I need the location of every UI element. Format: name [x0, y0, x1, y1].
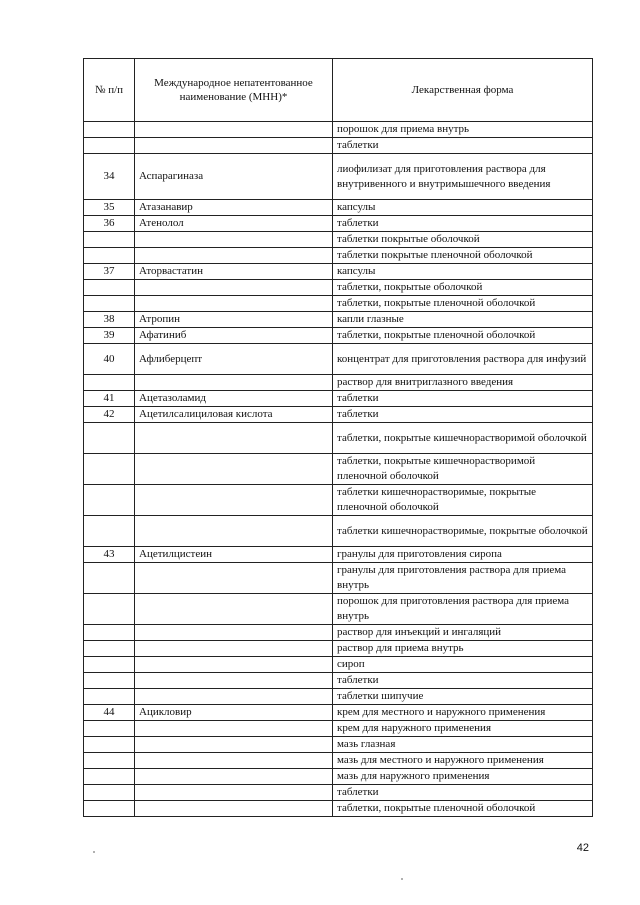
row-number: [84, 248, 135, 264]
dosage-form-cell: порошок для приготовления раствора для приема внутрь: [333, 594, 593, 625]
row-number: [84, 737, 135, 753]
row-number: 37: [84, 264, 135, 280]
row-number: [84, 721, 135, 737]
dosage-form-cell: таблетки, покрытые пленочной оболочкой: [333, 296, 593, 312]
table-row: [84, 407, 593, 423]
table-row: [84, 200, 593, 216]
row-number: [84, 485, 135, 516]
inn-name-cell: [135, 689, 333, 705]
inn-name-cell: Ацетилсалициловая кислота: [135, 407, 333, 423]
table-row: [84, 516, 593, 547]
dosage-form-cell: таблетки: [333, 138, 593, 154]
dosage-form-cell: мазь для местного и наружного применения: [333, 753, 593, 769]
dosage-form-cell: таблетки, покрытые кишечнорастворимой оболочкой: [333, 423, 593, 454]
row-number: [84, 423, 135, 454]
inn-name-cell: [135, 516, 333, 547]
inn-name-cell: Атазанавир: [135, 200, 333, 216]
row-number: [84, 280, 135, 296]
table-row: [84, 705, 593, 721]
scan-speck: [401, 878, 403, 880]
dosage-form-cell: таблетки шипучие: [333, 689, 593, 705]
row-number: 39: [84, 328, 135, 344]
dosage-form-cell: таблетки, покрытые пленочной оболочкой: [333, 328, 593, 344]
row-number: 34: [84, 154, 135, 200]
table-row: [84, 154, 593, 200]
dosage-form-cell: гранулы для приготовления раствора для приема внутрь: [333, 563, 593, 594]
inn-name-cell: [135, 785, 333, 801]
table-row: [84, 328, 593, 344]
row-number: [84, 785, 135, 801]
inn-name-cell: Ацикловир: [135, 705, 333, 721]
header-inn-name: Международное непатентованное наименование (МНН)*: [135, 59, 333, 122]
dosage-form-cell: таблетки кишечнорастворимые, покрытые оболочкой: [333, 516, 593, 547]
drug-table: [83, 58, 593, 817]
table-row: [84, 737, 593, 753]
row-number: [84, 516, 135, 547]
header-dosage-form: Лекарственная форма: [333, 59, 593, 122]
row-number: [84, 625, 135, 641]
dosage-form-cell: таблетки: [333, 673, 593, 689]
inn-name-cell: [135, 563, 333, 594]
inn-name-cell: [135, 232, 333, 248]
dosage-form-cell: мазь глазная: [333, 737, 593, 753]
table-row: [84, 391, 593, 407]
row-number: 35: [84, 200, 135, 216]
inn-name-cell: [135, 801, 333, 817]
dosage-form-cell: сироп: [333, 657, 593, 673]
row-number: [84, 375, 135, 391]
dosage-form-cell: таблетки: [333, 391, 593, 407]
table-header-row: [84, 59, 593, 122]
table-row: [84, 264, 593, 280]
inn-name-cell: [135, 657, 333, 673]
table-row: [84, 375, 593, 391]
table-row: [84, 547, 593, 563]
dosage-form-cell: капсулы: [333, 264, 593, 280]
inn-name-cell: Аспарагиназа: [135, 154, 333, 200]
table-row: [84, 753, 593, 769]
dosage-form-cell: таблетки покрытые пленочной оболочкой: [333, 248, 593, 264]
row-number: [84, 138, 135, 154]
inn-name-cell: [135, 625, 333, 641]
table-row: [84, 657, 593, 673]
dosage-form-cell: таблетки, покрытые кишечнорастворимой пленочной оболочкой: [333, 454, 593, 485]
table-row: [84, 641, 593, 657]
row-number: [84, 594, 135, 625]
dosage-form-cell: лиофилизат для приготовления раствора для внутривенного и внутримышечного введения: [333, 154, 593, 200]
row-number: 41: [84, 391, 135, 407]
table-row: [84, 296, 593, 312]
inn-name-cell: [135, 721, 333, 737]
row-number: [84, 689, 135, 705]
table-row: [84, 801, 593, 817]
dosage-form-cell: таблетки: [333, 785, 593, 801]
dosage-form-cell: капли глазные: [333, 312, 593, 328]
dosage-form-cell: концентрат для приготовления раствора для инфузий: [333, 344, 593, 375]
inn-name-cell: [135, 753, 333, 769]
dosage-form-cell: таблетки, покрытые оболочкой: [333, 280, 593, 296]
dosage-form-cell: таблетки кишечнорастворимые, покрытые пленочной оболочкой: [333, 485, 593, 516]
row-number: [84, 232, 135, 248]
table-row: [84, 785, 593, 801]
row-number: [84, 673, 135, 689]
dosage-form-cell: порошок для приема внутрь: [333, 122, 593, 138]
table-row: [84, 625, 593, 641]
scan-speck: [93, 851, 95, 853]
row-number: [84, 454, 135, 485]
dosage-form-cell: раствор для приема внутрь: [333, 641, 593, 657]
row-number: 40: [84, 344, 135, 375]
table-row: [84, 122, 593, 138]
page-number: 42: [576, 842, 589, 854]
inn-name-cell: [135, 423, 333, 454]
row-number: [84, 563, 135, 594]
inn-name-cell: [135, 594, 333, 625]
row-number: 44: [84, 705, 135, 721]
table-row: [84, 344, 593, 375]
table-row: [84, 673, 593, 689]
table-row: [84, 280, 593, 296]
dosage-form-cell: раствор для инъекций и ингаляций: [333, 625, 593, 641]
dosage-form-cell: крем для местного и наружного применения: [333, 705, 593, 721]
dosage-form-cell: таблетки покрытые оболочкой: [333, 232, 593, 248]
row-number: 43: [84, 547, 135, 563]
row-number: [84, 769, 135, 785]
inn-name-cell: [135, 641, 333, 657]
inn-name-cell: Ацетилцистеин: [135, 547, 333, 563]
row-number: [84, 122, 135, 138]
dosage-form-cell: таблетки: [333, 216, 593, 232]
inn-name-cell: [135, 454, 333, 485]
inn-name-cell: [135, 673, 333, 689]
row-number: [84, 641, 135, 657]
row-number: [84, 296, 135, 312]
dosage-form-cell: крем для наружного применения: [333, 721, 593, 737]
dosage-form-cell: гранулы для приготовления сиропа: [333, 547, 593, 563]
table-row: [84, 232, 593, 248]
row-number: 36: [84, 216, 135, 232]
inn-name-cell: [135, 737, 333, 753]
dosage-form-cell: капсулы: [333, 200, 593, 216]
inn-name-cell: [135, 375, 333, 391]
row-number: 42: [84, 407, 135, 423]
table-row: [84, 769, 593, 785]
inn-name-cell: Атенолол: [135, 216, 333, 232]
inn-name-cell: Ацетазоламид: [135, 391, 333, 407]
inn-name-cell: [135, 485, 333, 516]
table-body: [84, 122, 593, 817]
row-number: [84, 753, 135, 769]
inn-name-cell: Афлиберцепт: [135, 344, 333, 375]
dosage-form-cell: таблетки, покрытые пленочной оболочкой: [333, 801, 593, 817]
table-row: [84, 454, 593, 485]
inn-name-cell: [135, 122, 333, 138]
inn-name-cell: [135, 248, 333, 264]
inn-name-cell: [135, 138, 333, 154]
row-number: [84, 657, 135, 673]
table-row: [84, 594, 593, 625]
table-row: [84, 312, 593, 328]
table-row: [84, 485, 593, 516]
dosage-form-cell: мазь для наружного применения: [333, 769, 593, 785]
header-number: № п/п: [84, 59, 135, 122]
table-row: [84, 138, 593, 154]
dosage-form-cell: раствор для внитриглазного введения: [333, 375, 593, 391]
table-row: [84, 423, 593, 454]
inn-name-cell: Аторвастатин: [135, 264, 333, 280]
inn-name-cell: Афатиниб: [135, 328, 333, 344]
row-number: 38: [84, 312, 135, 328]
inn-name-cell: Атропин: [135, 312, 333, 328]
table-row: [84, 721, 593, 737]
table-row: [84, 689, 593, 705]
inn-name-cell: [135, 769, 333, 785]
inn-name-cell: [135, 296, 333, 312]
dosage-form-cell: таблетки: [333, 407, 593, 423]
table-row: [84, 248, 593, 264]
table-row: [84, 563, 593, 594]
inn-name-cell: [135, 280, 333, 296]
table-row: [84, 216, 593, 232]
row-number: [84, 801, 135, 817]
